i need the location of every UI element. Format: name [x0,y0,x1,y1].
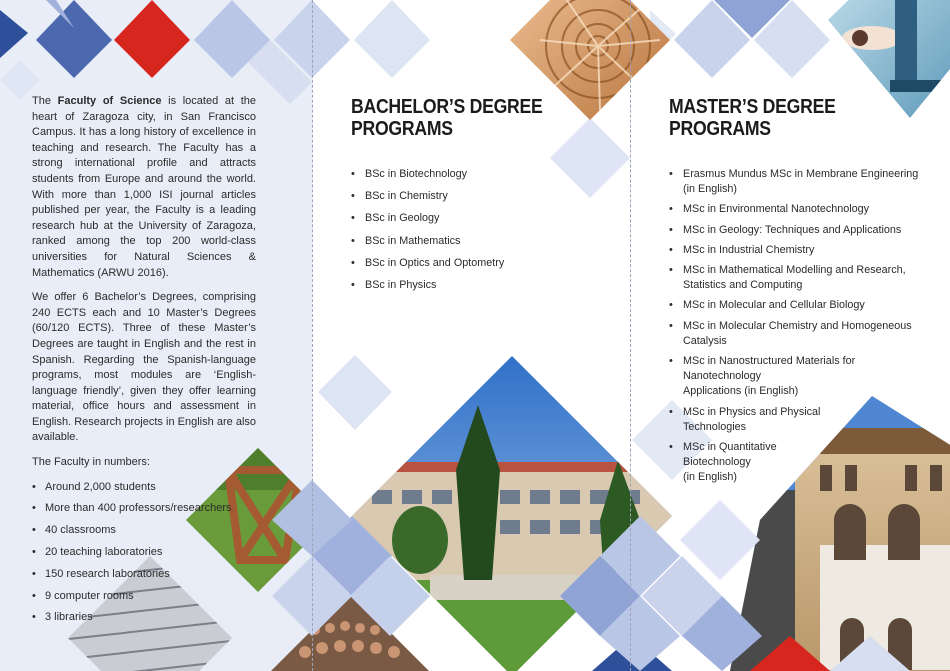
diamond-pale [318,355,392,430]
numbers-item: • Around 2,000 students [32,480,256,496]
master-item [669,319,919,349]
bachelor-item: • BSc in Optics and Optometry [351,256,591,271]
fold-line-right [630,0,631,671]
master-item-line: Statistics and Computing [683,279,803,292]
master-item-line: (in English) [683,183,738,196]
master-item-line: Biotechnology [683,456,751,469]
bachelor-list [351,167,591,293]
numbers-list [32,480,256,626]
numbers-item: • 3 libraries [32,610,256,626]
intro-paragraph-1 [32,94,256,281]
bachelor-item: • BSc in Physics [351,278,591,293]
bachelor-panel [351,96,591,300]
master-item-line: MSc in Quantitative [683,441,777,454]
master-item-line: MSc in Environmental Nanotechnology [683,203,870,216]
intro-paragraph-1-text: is located at the heart of Zaragoza city, in San Francisco Campus. It has a long history of excellence in teaching and research. The Faculty has a strong international profile and attracts students from Europe and around the world. With more than 1,000 ISI journal articles published per year, the Faculty is a leading research hub at the University of Zaragoza, ranked among the top 200 world-class universities for Natural Sciences & Mathematics (ARWU 2016). [32,95,256,279]
master-item [669,223,919,238]
master-panel [669,96,919,491]
numbers-item: • 40 classrooms [32,523,256,539]
numbers-item: • 9 computer rooms [32,589,256,605]
intro-paragraph-2: We offer 6 Bachelor’s Degrees, comprising 240 ECTS each and 10 Master’s Degrees (60/120 ECTS). Three of these Master’s Degrees are taught in English and the rest in Spanish. Regarding the Spanish-language programs, most modules are ‘English-language friendly’, given they offer learning material, office hours and assessment in English. Research projects in English are also available. [32,291,256,444]
master-item [669,202,919,217]
master-item [669,243,919,258]
master-item [669,263,919,293]
master-item-line: MSc in Mathematical Modelling and Research, [683,264,906,277]
master-item [669,167,919,197]
numbers-title: The Faculty in numbers: [32,456,150,469]
intro-lead: The [32,95,51,107]
numbers-item: • More than 400 professors/researchers [32,501,256,517]
bachelor-item: • BSc in Geology [351,211,591,226]
master-item [669,440,919,486]
master-item [669,354,919,400]
bachelor-heading-line1: BACHELOR’S DEGREE [351,95,543,118]
master-item-line: Applications (in English) [683,385,799,398]
numbers-item: • 150 research laboratories [32,567,256,583]
master-item [669,298,919,313]
master-list [669,167,919,486]
master-heading [669,96,867,140]
bachelor-item: • BSc in Chemistry [351,189,591,204]
master-item-line: Catalysis [683,334,727,347]
bachelor-item: • BSc in Biotechnology [351,167,591,182]
numbers-item: • 20 teaching laboratories [32,545,256,561]
master-item-line: Erasmus Mundus MSc in Membrane Engineering [683,168,919,180]
master-heading-line1: MASTER’S DEGREE [669,95,836,118]
master-item-line: MSc in Molecular and Cellular Biology [683,299,865,312]
bachelor-heading-line2: PROGRAMS [351,117,453,140]
diamond-pale [354,0,430,78]
master-heading-line2: PROGRAMS [669,117,771,140]
master-item-line: MSc in Physics and Physical [683,405,821,418]
bachelor-item: • BSc in Mathematics [351,234,591,249]
master-item-line: MSc in Nanostructured Materials for Nanotechnology [683,355,856,383]
master-item-line: MSc in Molecular Chemistry and Homogeneous [683,319,912,332]
intro-panel [32,94,256,632]
master-item-line: Technologies [683,420,747,433]
faculty-name: Faculty of Science [57,95,162,107]
fold-line-left [312,0,313,671]
master-item-line: MSc in Industrial Chemistry [683,243,815,256]
master-item-line: (in English) [683,471,738,484]
master-item [669,405,919,435]
master-item-line: MSc in Geology: Techniques and Applications [683,223,902,236]
bachelor-heading [351,96,549,140]
